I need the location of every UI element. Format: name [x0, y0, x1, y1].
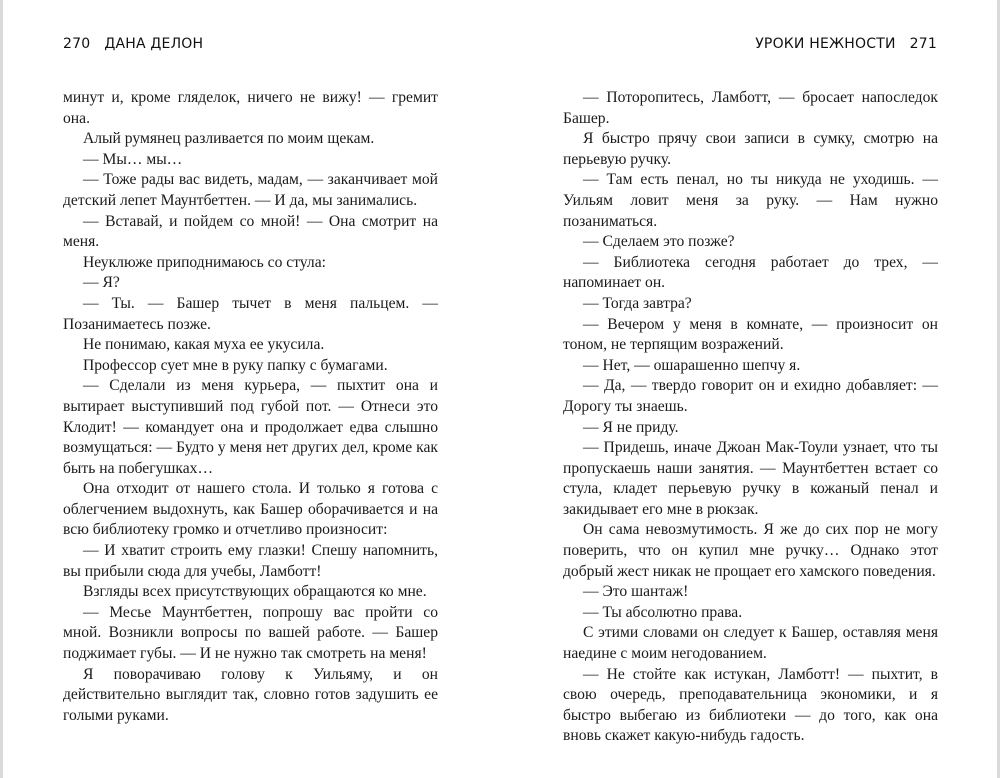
paragraph: — Мы… мы…	[83, 150, 183, 168]
paragraph: — Месье Маунтбеттен, попрошу вас пройти со мной. Возникли вопросы по вашей работе. — Башер поджимает губы. — И не нужно так смотреть на меня!	[63, 603, 438, 663]
paragraph: — Сделаем это позже?	[583, 233, 735, 251]
paragraph: — Не стойте как истукан, Ламботт! — пыхтит, в свою очередь, преподавательница экономики, и я быстро выбегаю из библиотеки — до того, как она вновь скажет какую-нибудь гадость.	[563, 665, 938, 745]
paragraph: — Тогда завтра?	[583, 294, 692, 312]
paragraph: — Придешь, иначе Джоан Мак-Тоули узнает, что ты пропускаешь наши занятия. — Маунтбеттен встает со стула, кладет перьевую ручку в кожаный пенал и закидывает его мне в рюкзак.	[563, 439, 938, 518]
page-body-text	[563, 88, 938, 747]
paragraph: минут и, кроме гляделок, ничего не вижу! — гремит она.	[63, 89, 438, 127]
paragraph: — Вечером у меня в комнате, — произносит он тоном, не терпящим возражений.	[563, 315, 938, 354]
paragraph: — Сделали из меня курьера, — пыхтит она и вытирает выступивший под губой пот. — Отнеси это Клодит! — командует она и продолжает едва слышно возмущаться: — Будто у меня нет других дел, кроме как быть на побегушках…	[63, 377, 438, 477]
paragraph: — И хватит строить ему глазки! Спешу напомнить, вы прибыли сюда для учебы, Ламботт!	[63, 542, 438, 580]
page-number: 270	[63, 36, 91, 52]
paragraph: Он сама невозмутимость. Я же до сих пор не могу поверить, что он купил мне ручку… Однако этот добрый жест никак не прощает его хамского поведения.	[563, 521, 938, 580]
paragraph: Я поворачиваю голову к Уильяму, и он действительно выглядит так, словно готов задушить ее голыми руками.	[63, 665, 438, 724]
running-head-right	[755, 36, 937, 52]
paragraph: — Библиотека сегодня работает до трех, — напоминает он.	[563, 253, 938, 292]
paragraph: — Вставай, и пойдем со мной! — Она смотрит на меня.	[63, 212, 438, 251]
paragraph: — Ты абсолютно права.	[583, 603, 743, 621]
running-head-left	[63, 36, 203, 52]
paragraph: Неуклюже приподнимаюсь со стула:	[83, 253, 326, 271]
paragraph: — Ты. — Башер тычет в меня пальцем. — Позанимаетесь позже.	[63, 294, 438, 333]
paragraph: — Там есть пенал, но ты никуда не уходишь. — Уильям ловит меня за руку. — Нам нужно позаниматься.	[563, 171, 938, 230]
paragraph: — Я?	[83, 274, 120, 292]
paragraph: — Да, — твердо говорит он и ехидно добавляет: — Дорогу ты знаешь.	[563, 377, 938, 415]
book-title: УРОКИ НЕЖНОСТИ	[755, 36, 896, 52]
paragraph: — Тоже рады вас видеть, мадам, — заканчивает мой детский лепет Маунтбеттен. — И да, мы занимались.	[63, 171, 438, 209]
paragraph: — Это шантаж!	[583, 583, 689, 601]
paragraph: С этими словами он следует к Башер, оставляя меня наедине с моим негодованием.	[563, 624, 938, 663]
right-page	[500, 0, 1000, 778]
paragraph: Алый румянец разливается по моим щекам.	[83, 130, 375, 148]
paragraph: Взгляды всех присутствующих обращаются ко мне.	[83, 583, 427, 601]
paragraph: Она отходит от нашего стола. И только я готова с облегчением выдохнуть, как Башер оборачивается и на всю библиотеку громко и отчетливо произносит:	[63, 480, 438, 539]
paragraph: — Поторопитесь, Ламботт, — бросает напоследок Башер.	[563, 89, 938, 127]
paragraph: — Нет, — ошарашенно шепчу я.	[583, 356, 801, 374]
page-body-text	[63, 88, 438, 726]
paragraph: Я быстро прячу свои записи в сумку, смотрю на перьевую ручку.	[563, 130, 938, 168]
paragraph: Не понимаю, какая муха ее укусила.	[83, 336, 325, 354]
author-name: ДАНА ДЕЛОН	[104, 36, 204, 52]
page-number: 271	[909, 36, 937, 52]
paragraph: Профессор сует мне в руку папку с бумагами.	[83, 356, 388, 374]
paragraph: — Я не приду.	[583, 418, 679, 436]
